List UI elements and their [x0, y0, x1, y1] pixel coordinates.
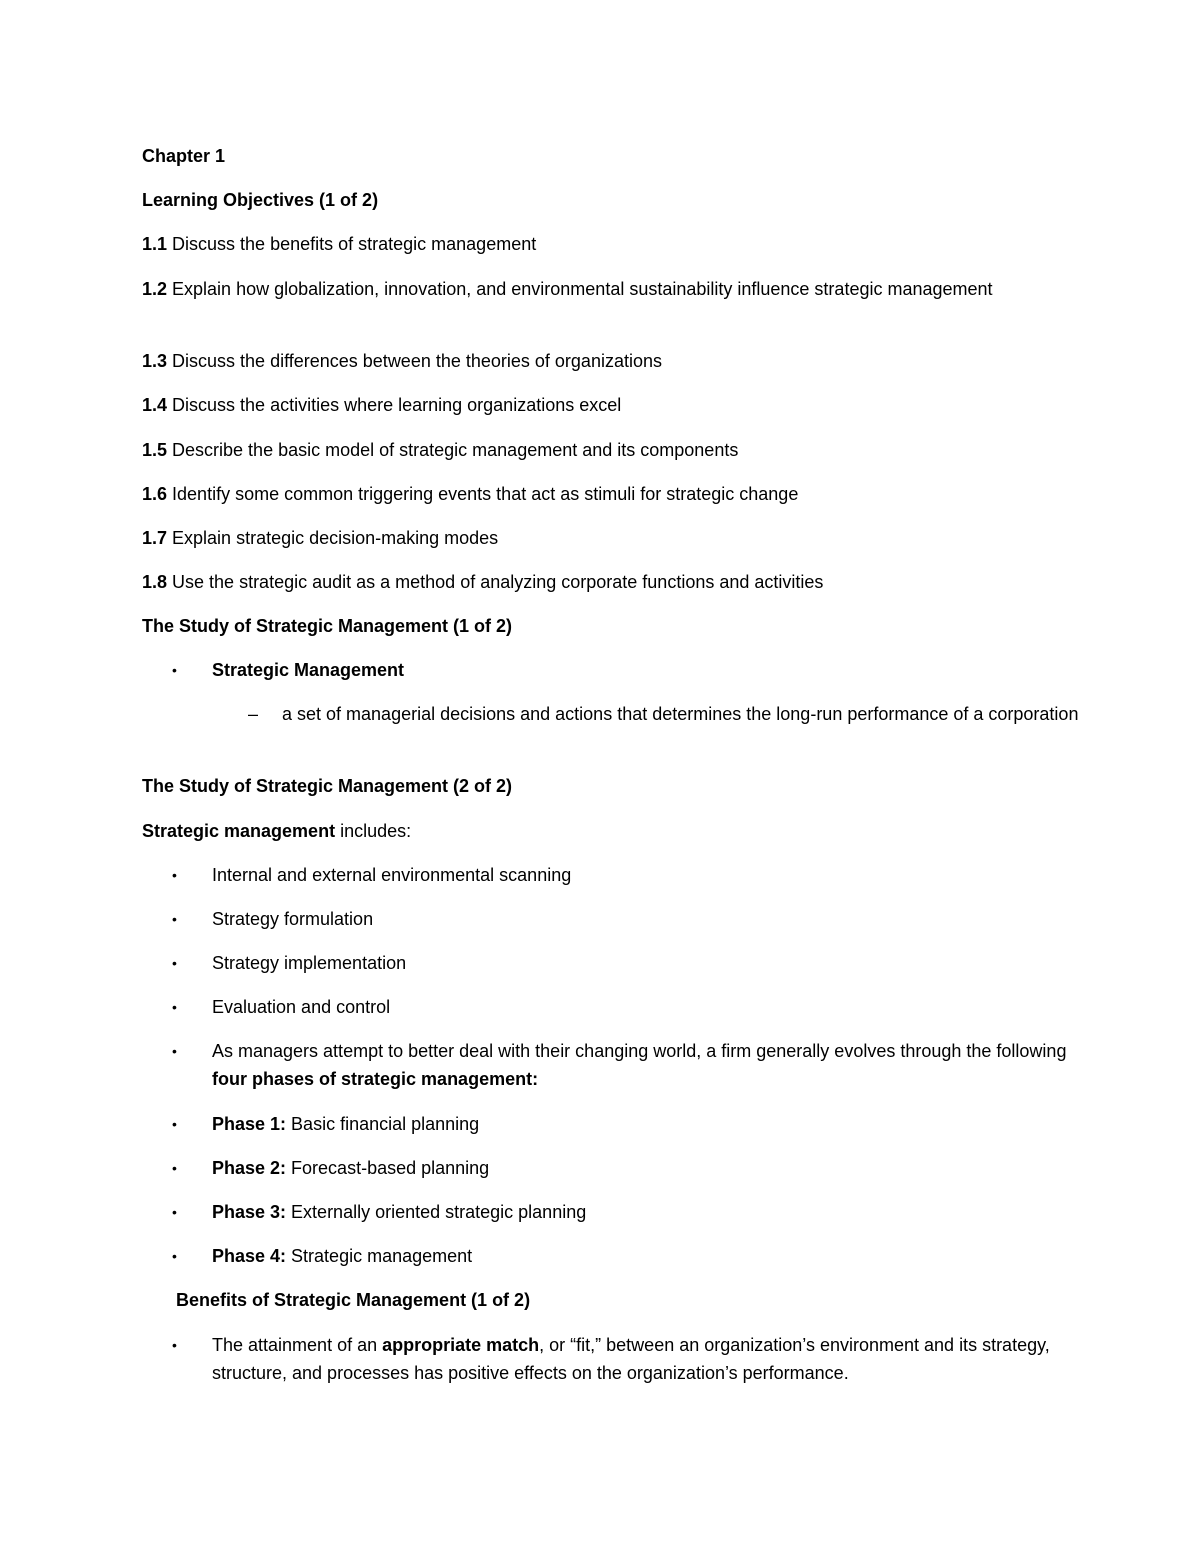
bullet-icon: •	[172, 662, 177, 678]
bullet-text: Strategy formulation	[212, 909, 374, 929]
objective-number: 1.2	[142, 279, 168, 299]
bullet-text: Strategic Management	[212, 660, 405, 680]
objective-number: 1.4	[142, 395, 168, 415]
bullet-text: Evaluation and control	[212, 997, 391, 1017]
study-heading-2: The Study of Strategic Management (2 of 2)	[142, 776, 513, 796]
bullet-icon: •	[172, 1116, 177, 1132]
learning-objectives-heading: Learning Objectives (1 of 2)	[142, 190, 379, 210]
phase-text: Externally oriented strategic planning	[286, 1202, 587, 1222]
phase-text: Strategic management	[286, 1246, 473, 1266]
bullet-text	[212, 1331, 1072, 1387]
intro-bold: Strategic management	[142, 821, 336, 841]
objective-number: 1.7	[142, 528, 168, 548]
objective-item	[142, 275, 1022, 303]
bullet-icon: •	[172, 1204, 177, 1220]
phase-label: Phase 2:	[212, 1158, 287, 1178]
phase-label: Phase 3:	[212, 1202, 287, 1222]
objective-number: 1.8	[142, 572, 168, 592]
objective-item	[142, 436, 738, 464]
bullet-icon: •	[172, 955, 177, 971]
benefits-heading: Benefits of Strategic Management (1 of 2)	[176, 1290, 531, 1310]
objective-item	[142, 524, 498, 552]
objective-item	[142, 347, 662, 375]
bullet-text	[212, 1198, 1072, 1226]
objective-item	[142, 480, 798, 508]
objective-number: 1.1	[142, 234, 168, 254]
bullet-text: Internal and external environmental scanning	[212, 865, 572, 885]
objective-item	[142, 230, 536, 258]
includes-intro	[142, 817, 411, 845]
bullet-icon: •	[172, 1248, 177, 1264]
objective-item	[142, 391, 621, 419]
objective-number: 1.6	[142, 484, 168, 504]
study-heading-1: The Study of Strategic Management (1 of 2)	[142, 616, 513, 636]
bullet-icon: •	[172, 999, 177, 1015]
objective-number: 1.5	[142, 440, 168, 460]
phase-label: Phase 4:	[212, 1246, 287, 1266]
bullet-text	[212, 1110, 1072, 1138]
bullet-icon: •	[172, 1043, 177, 1059]
benefit-text-b: , or “fit,” between an organization’s environment and its strategy, structure, and processes has positive effects on the organization’s performance.	[212, 1335, 1050, 1383]
phase-text: Forecast-based planning	[286, 1158, 490, 1178]
bullet-text	[212, 1037, 1072, 1093]
objective-text: Discuss the benefits of strategic management	[167, 234, 537, 254]
phase-label: Phase 1:	[212, 1114, 287, 1134]
objective-text: Explain strategic decision-making modes	[167, 528, 499, 548]
evolve-text: As managers attempt to better deal with their changing world, a firm generally evolves through the following	[212, 1041, 1067, 1061]
bullet-text: Strategy implementation	[212, 953, 407, 973]
evolve-bold: four phases of strategic management:	[212, 1069, 539, 1089]
bullet-icon: •	[172, 867, 177, 883]
benefit-text-a: The attainment of an	[212, 1335, 383, 1355]
objective-text: Identify some common triggering events that act as stimuli for strategic change	[167, 484, 799, 504]
bullet-icon: •	[172, 1337, 177, 1353]
chapter-title: Chapter 1	[142, 146, 226, 166]
objective-text: Explain how globalization, innovation, and environmental sustainability influence strategic management	[167, 279, 993, 299]
objective-item	[142, 568, 823, 596]
bullet-icon: •	[172, 911, 177, 927]
objective-text: Describe the basic model of strategic management and its components	[167, 440, 739, 460]
bullet-icon: •	[172, 1160, 177, 1176]
bullet-text	[212, 1242, 1072, 1270]
definition-text: a set of managerial decisions and actions that determines the long-run performance of a corporation	[282, 704, 1079, 724]
intro-rest: includes:	[335, 821, 412, 841]
objective-text: Discuss the differences between the theories of organizations	[167, 351, 662, 371]
objective-number: 1.3	[142, 351, 168, 371]
benefit-bold: appropriate match	[382, 1335, 540, 1355]
objective-text: Use the strategic audit as a method of analyzing corporate functions and activities	[167, 572, 824, 592]
phase-text: Basic financial planning	[286, 1114, 480, 1134]
bullet-text	[212, 1154, 1072, 1182]
objective-text: Discuss the activities where learning organizations excel	[167, 395, 622, 415]
dash-icon: –	[248, 704, 259, 724]
